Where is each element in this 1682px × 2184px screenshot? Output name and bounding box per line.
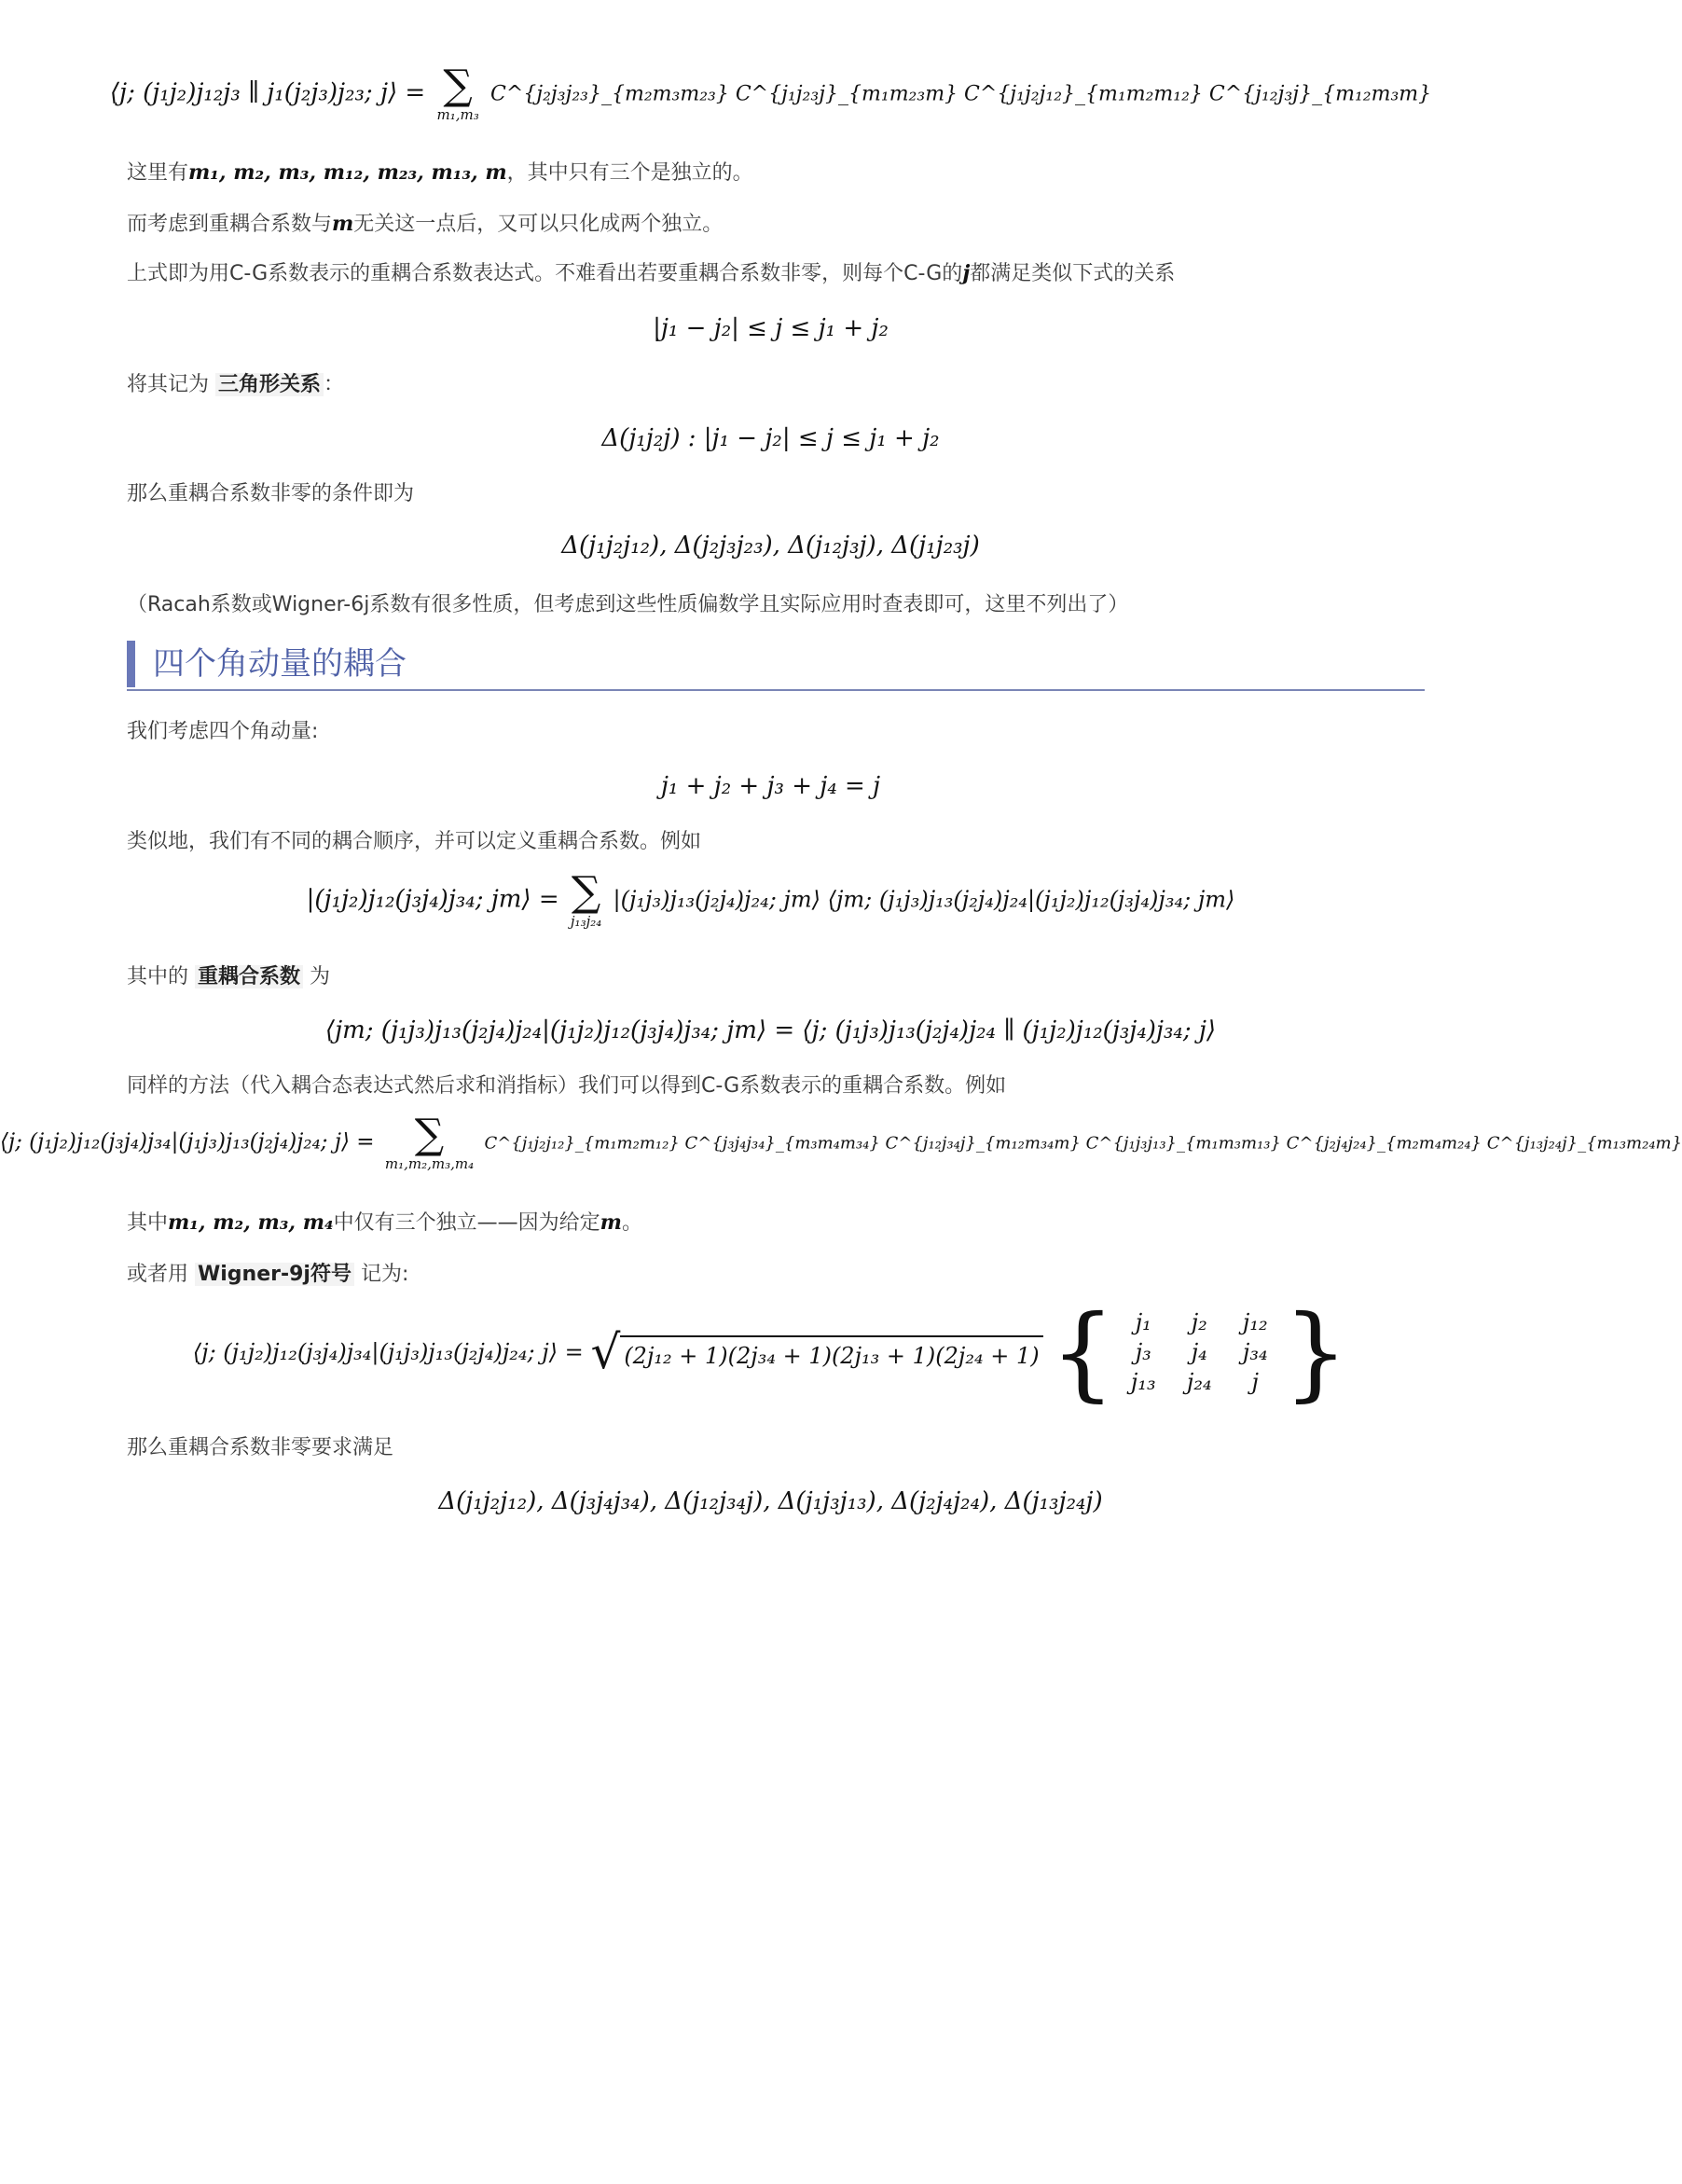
section-title: 四个角动量的耦合 (153, 645, 407, 683)
math-inline: m (600, 1210, 622, 1235)
paragraph-nonzero-requirement: 那么重耦合系数非零要求满足 (127, 1436, 394, 1459)
text: 为 (303, 965, 331, 988)
paragraph-m-four (127, 1209, 642, 1237)
text: 其中 (127, 1211, 169, 1235)
text: 其中的 (127, 965, 195, 988)
paragraph-four-momenta: 我们考虑四个角动量: (127, 720, 319, 743)
left-brace: { (1050, 1292, 1116, 1412)
paragraph-triangle-relation (127, 371, 344, 399)
sqrt-argument: (2j₁₂ + 1)(2j₃₄ + 1)(2j₁₃ + 1)(2j₂₄ + 1) (620, 1335, 1042, 1369)
matrix-entry: j (1251, 1369, 1259, 1395)
equation-rhs: C^{j₁j₂j₁₂}_{m₁m₂m₁₂} C^{j₃j₄j₃₄}_{m₃m₄m₃₄} C^{j₁₂j₃₄j}_{m₁₂m₃₄m} C^{j₁j₃j₁₃}_{m₁m₃m₁₃} C^{j₂j₄j₂₄}_{m₂m₄m₂₄} C^{j₁₃j₂₄j}_{m₁₃m₂₄m} (484, 1133, 1682, 1154)
equation-state-expansion (0, 868, 1541, 930)
math-inline: m₁, m₂, m₃, m₁₂, m₂₃, m₁₃, m (188, 160, 507, 185)
equation-coefficient-definition: ⟨jm; (j₁j₃)j₁₃(j₂j₄)j₂₄|(j₁j₂)j₁₂(j₃j₄)j₃₄; jm⟩ = ⟨j; (j₁j₃)j₁₃(j₂j₄)j₂₄ ∥ (j₁j₂)j₁₂(j₃j₄)j₃₄; j⟩ (324, 1016, 1217, 1044)
paragraph-coupling-order: 类似地，我们有不同的耦合顺序，并可以定义重耦合系数。例如 (127, 830, 702, 853)
matrix-entry: j₃₄ (1242, 1339, 1268, 1365)
text: 或者用 (127, 1263, 195, 1286)
bold-term: 三角形关系 (215, 373, 324, 396)
equation-rhs: |(j₁j₃)j₁₃(j₂j₄)j₂₄; jm⟩ ⟨jm; (j₁j₃)j₁₃(j₂j₄)j₂₄|(j₁j₂)j₁₂(j₃j₄)j₃₄; jm⟩ (613, 886, 1235, 913)
paragraph-m-independence (127, 210, 723, 239)
matrix-entry: j₁ (1135, 1309, 1151, 1335)
equation-lhs: ⟨j; (j₁j₂)j₁₂(j₃j₄)j₃₄|(j₁j₃)j₁₃(j₂j₄)j₂₄; j⟩ = (0, 1129, 375, 1154)
text: 。 (621, 1211, 642, 1235)
math-inline: m₁, m₂, m₃, m₄ (168, 1210, 334, 1235)
equation-triangle-definition: Δ(j₁j₂j) : |j₁ − j₂| ≤ j ≤ j₁ + j₂ (601, 424, 940, 452)
paragraph-m-variables (127, 159, 753, 187)
matrix-entry: j₁₃ (1130, 1369, 1156, 1395)
text: 都满足类似下式的关系 (970, 262, 1176, 285)
text: 上式即为用C-G系数表示的重耦合系数表达式。不难看出若要重耦合系数非零，则每个C-G的 (127, 262, 963, 285)
section-heading (127, 637, 1425, 691)
matrix-entry: j₁₂ (1242, 1309, 1268, 1335)
math-inline: m (332, 212, 354, 236)
square-root: √ (2j₁₂ + 1)(2j₃₄ + 1)(2j₁₃ + 1)(2j₂₄ + 1) (590, 1325, 1042, 1379)
paragraph-wigner-9j (127, 1261, 408, 1289)
paragraph-recoupling-coefficient (127, 963, 330, 991)
text: 记为: (353, 1263, 409, 1286)
text: ，其中只有三个是独立的。 (506, 161, 753, 185)
equation-triangle-conditions-9j: Δ(j₁j₂j₁₂), Δ(j₃j₄j₃₄), Δ(j₁₂j₃₄j), Δ(j₁j₃j₁₃), Δ(j₂j₄j₂₄), Δ(j₁₃j₂₄j) (438, 1487, 1103, 1515)
heading-accent-bar (127, 641, 135, 687)
text: 将其记为 (127, 373, 215, 396)
equation-recoupling-cg-three (0, 62, 1541, 123)
math-inline: j (962, 261, 971, 285)
equation-triangle-inequality: |j₁ − j₂| ≤ j ≤ j₁ + j₂ (653, 314, 889, 342)
text: 中仅有三个独立——因为给定 (333, 1211, 600, 1235)
equation-recoupling-cg-four (0, 1111, 1682, 1172)
wigner-9j-symbol (1115, 1309, 1283, 1395)
matrix-entry: j₃ (1135, 1339, 1151, 1365)
paragraph-racah-note: （Racah系数或Wigner-6j系数有很多性质，但考虑到这些性质偏数学且实际应用时查表即可，这里不列出了） (127, 593, 1129, 616)
text: ： (324, 373, 345, 396)
text: 这里有 (127, 161, 189, 185)
matrix-entry: j₂₄ (1186, 1369, 1212, 1395)
sum-operator: ∑ j₁₃j₂₄ (570, 868, 602, 930)
paragraph-cg-expression (127, 259, 1175, 288)
sum-limits: m₁,m₃ (436, 106, 479, 123)
equation-lhs: ⟨j; (j₁j₂)j₁₂j₃ ∥ j₁(j₂j₃)j₂₃; j⟩ = (109, 78, 426, 107)
bold-term: 重耦合系数 (195, 965, 303, 988)
sum-operator: ∑ m₁,m₂,m₃,m₄ (384, 1111, 475, 1172)
matrix-entry: j₄ (1191, 1339, 1207, 1365)
paragraph-nonzero-condition: 那么重耦合系数非零的条件即为 (127, 482, 415, 505)
text: 无关这一点后，又可以只化成两个独立。 (353, 213, 724, 236)
equation-lhs: ⟨j; (j₁j₂)j₁₂(j₃j₄)j₃₄|(j₁j₃)j₁₃(j₂j₄)j₂₄; j⟩ = (192, 1339, 584, 1365)
paragraph-same-method: 同样的方法（代入耦合态表达式然后求和消指标）我们可以得到C-G系数表示的重耦合系数。例如 (127, 1074, 1007, 1098)
equation-lhs: |(j₁j₂)j₁₂(j₃j₄)j₃₄; jm⟩ = (306, 885, 559, 914)
sum-limits: m₁,m₂,m₃,m₄ (384, 1155, 475, 1172)
sum-limits: j₁₃j₂₄ (570, 913, 602, 930)
equation-9j-relation (0, 1292, 1541, 1412)
bold-term: Wigner-9j符号 (195, 1263, 354, 1286)
matrix-entry: j₂ (1191, 1309, 1207, 1335)
equation-four-sum: j₁ + j₂ + j₃ + j₄ = j (660, 772, 881, 800)
equation-rhs: C^{j₂j₃j₂₃}_{m₂m₃m₂₃} C^{j₁j₂₃j}_{m₁m₂₃m} C^{j₁j₂j₁₂}_{m₁m₂m₁₂} C^{j₁₂j₃j}_{m₁₂m₃m} (489, 82, 1432, 106)
right-brace: } (1283, 1292, 1349, 1412)
text: 而考虑到重耦合系数与 (127, 213, 333, 236)
equation-triangle-conditions-6j: Δ(j₁j₂j₁₂), Δ(j₂j₃j₂₃), Δ(j₁₂j₃j), Δ(j₁j₂₃j) (561, 532, 980, 560)
sum-operator: ∑ m₁,m₃ (436, 62, 479, 123)
